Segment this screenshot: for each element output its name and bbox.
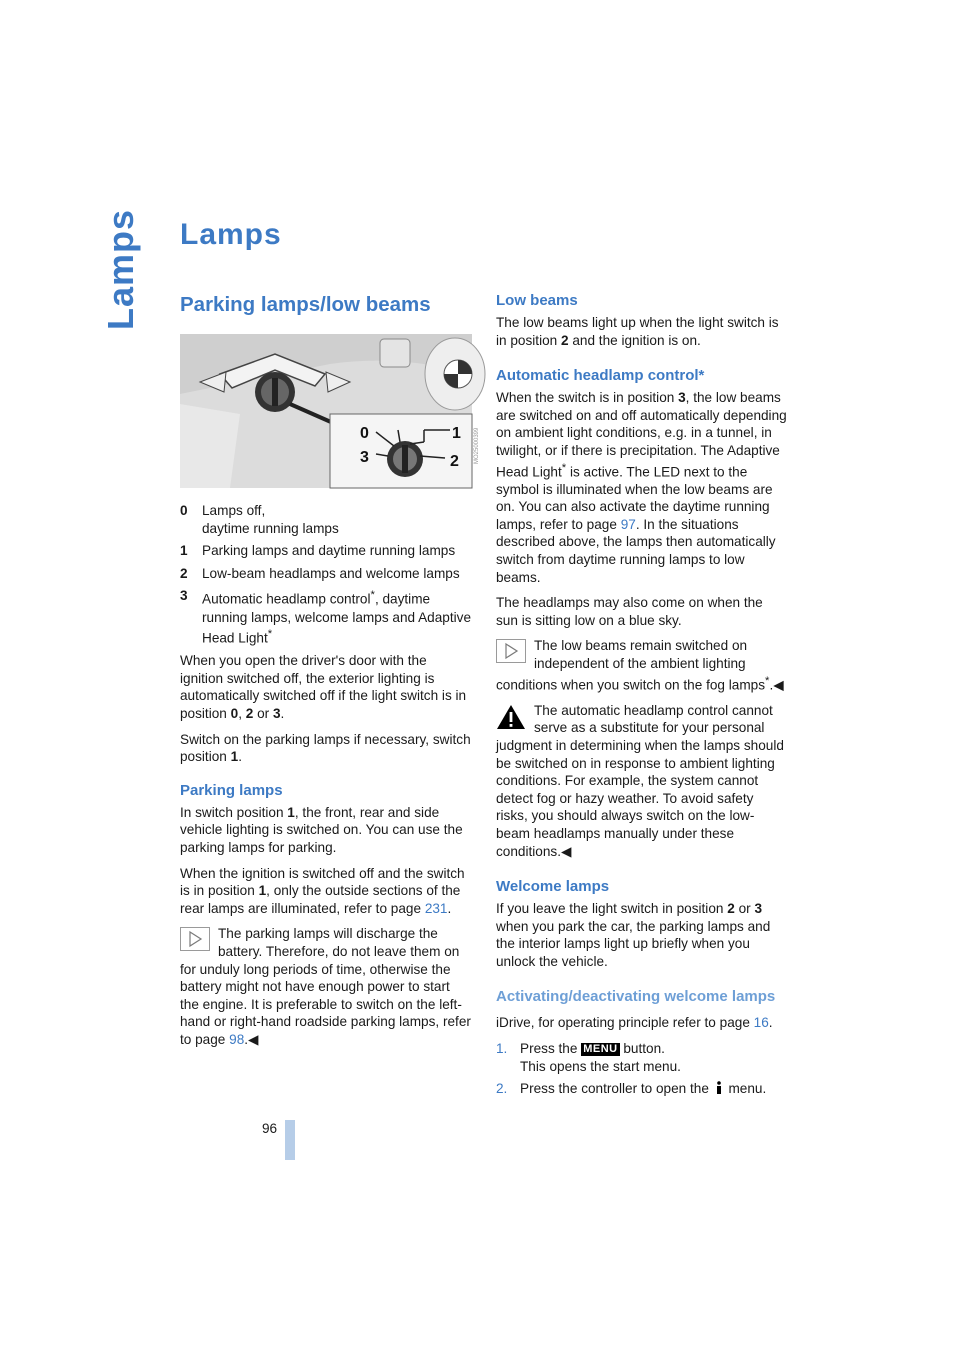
page-link-231[interactable]: 231 xyxy=(424,900,448,916)
figure-label-2: 2 xyxy=(450,453,459,470)
figure-label-3: 3 xyxy=(360,449,369,466)
optional-star: * xyxy=(370,589,375,602)
left-column xyxy=(180,292,480,1057)
welcome-paragraph: If you leave the light switch in position 2 or 3 when you park the car, the parking lamps and the interior lamps light up briefly when you unlock the vehicle. xyxy=(496,901,771,969)
subheading-low-beams: Low beams xyxy=(496,292,578,309)
switch-on-paragraph: Switch on the parking lamps if necessary, switch position 1. xyxy=(180,731,471,765)
legend-text: Parking lamps and daytime running lamps xyxy=(202,543,456,559)
subheading-parking-lamps: Parking lamps xyxy=(180,781,283,799)
light-switch-figure xyxy=(180,334,480,488)
low-beams-paragraph: The low beams light up when the light switch is in position 2 and the ignition is on. xyxy=(496,315,779,348)
switch-position-legend xyxy=(180,502,472,647)
legend-key: 3 xyxy=(180,588,188,604)
info-icon xyxy=(715,1081,723,1094)
step-text: Press the MENU button. This opens the start menu. xyxy=(520,1041,681,1074)
subheading-activating-welcome: Activating/deactivating welcome lamps xyxy=(496,988,776,1006)
figure-label-0: 0 xyxy=(360,425,369,442)
safety-warning: The automatic headlamp control cannot serve as a substitute for your personal judgment in determining when the lamps should be switched on in response to ambient lighting conditions. For example, the system cannot detect fog or hazy weather. To avoid safety risks, you should always switch on the low-beam headlamps manually under these conditions.◀ xyxy=(496,702,784,859)
page-title: Lamps xyxy=(180,218,282,251)
step-number: 1. xyxy=(496,1041,508,1057)
optional-star: * xyxy=(267,628,273,641)
menu-button-glyph: MENU xyxy=(583,1043,618,1056)
optional-star: * xyxy=(561,461,567,474)
subheading-welcome-lamps: Welcome lamps xyxy=(496,878,610,896)
parking-paragraph-2: When the ignition is switched off and the switch is in position 1, only the outside sections of the rear lamps are illuminated, refer to page 231. xyxy=(180,865,465,916)
legend-text: Automatic headlamp control*, daytime running lamps, welcome lamps and Adaptive Head Light* xyxy=(202,589,472,646)
step-text: Press the controller to open the menu. xyxy=(520,1081,767,1097)
light-switch-illustration xyxy=(180,334,480,488)
side-tab-label: Lamps xyxy=(100,208,141,330)
legend-item-1 xyxy=(180,542,472,560)
warning-triangle-icon xyxy=(496,704,526,730)
legend-key: 1 xyxy=(180,543,188,559)
subheading-automatic-headlamp: Automatic headlamp control* xyxy=(496,367,705,385)
auto-paragraph-2: The headlamps may also come on when the sun is sitting low on a blue sky. xyxy=(496,595,763,628)
page-link-16[interactable]: 16 xyxy=(753,1015,769,1031)
legend-item-0 xyxy=(180,502,472,537)
step-2 xyxy=(496,1080,788,1098)
idrive-paragraph: iDrive, for operating principle refer to page 16. xyxy=(496,1015,773,1031)
section-heading-parking-low-beams: Parking lamps/low beams xyxy=(180,293,431,316)
legend-key: 2 xyxy=(180,565,188,581)
page-link-98[interactable]: 98 xyxy=(229,1031,245,1047)
right-column xyxy=(496,292,788,1103)
parking-paragraph-1: In switch position 1, the front, rear and side vehicle lighting is switched on. You can use the parking lamps for parking. xyxy=(180,804,463,855)
battery-note: The parking lamps will discharge the battery. Therefore, do not leave them on for unduly long periods of time, otherwise the battery might not have enough power to start the engine. It is preferable to switch on the left-hand or right-hand roadside parking lamps, refer to page 98.◀ xyxy=(180,926,471,1047)
note-arrow-icon xyxy=(180,927,210,951)
optional-star: * xyxy=(765,674,770,687)
step-1 xyxy=(496,1040,788,1075)
page-number: 96 xyxy=(262,1121,278,1136)
auto-paragraph-1: When the switch is in position 3, the low beams are switched on and off automatically depending on ambient light conditions, e.g. in a tunnel, in twilight, or if there is precipitation. The Adaptive Head Light* is active. The LED next to the symbol is illuminated when the low beams are on. You can also activate the daytime running lamps, refer to page 97. In the situations described above, the lamps then automatically switch from daytime running lamps to low beams. xyxy=(496,390,787,585)
figure-label-1: 1 xyxy=(452,425,461,442)
legend-text: Low-beam headlamps and welcome lamps xyxy=(202,565,460,581)
legend-text: Lamps off, daytime running lamps xyxy=(202,503,339,536)
page-link-97[interactable]: 97 xyxy=(620,516,636,532)
door-open-paragraph: When you open the driver's door with the ignition switched off, the exterior lighting is automatically switched off if the light switch is in position 0, 2 or 3. xyxy=(180,653,467,721)
legend-item-2 xyxy=(180,565,472,583)
page-number-bar xyxy=(285,1120,295,1160)
figure-code: MO25000399 xyxy=(474,427,480,464)
fog-lamps-note: The low beams remain switched on independent of the ambient lighting conditions when you switch on the fog lamps*.◀ xyxy=(496,638,784,693)
legend-item-3 xyxy=(180,587,472,647)
side-tab xyxy=(100,208,148,340)
note-arrow-icon xyxy=(496,639,526,663)
legend-key: 0 xyxy=(180,503,188,518)
steps-list xyxy=(496,1040,788,1098)
step-number: 2. xyxy=(496,1081,508,1097)
